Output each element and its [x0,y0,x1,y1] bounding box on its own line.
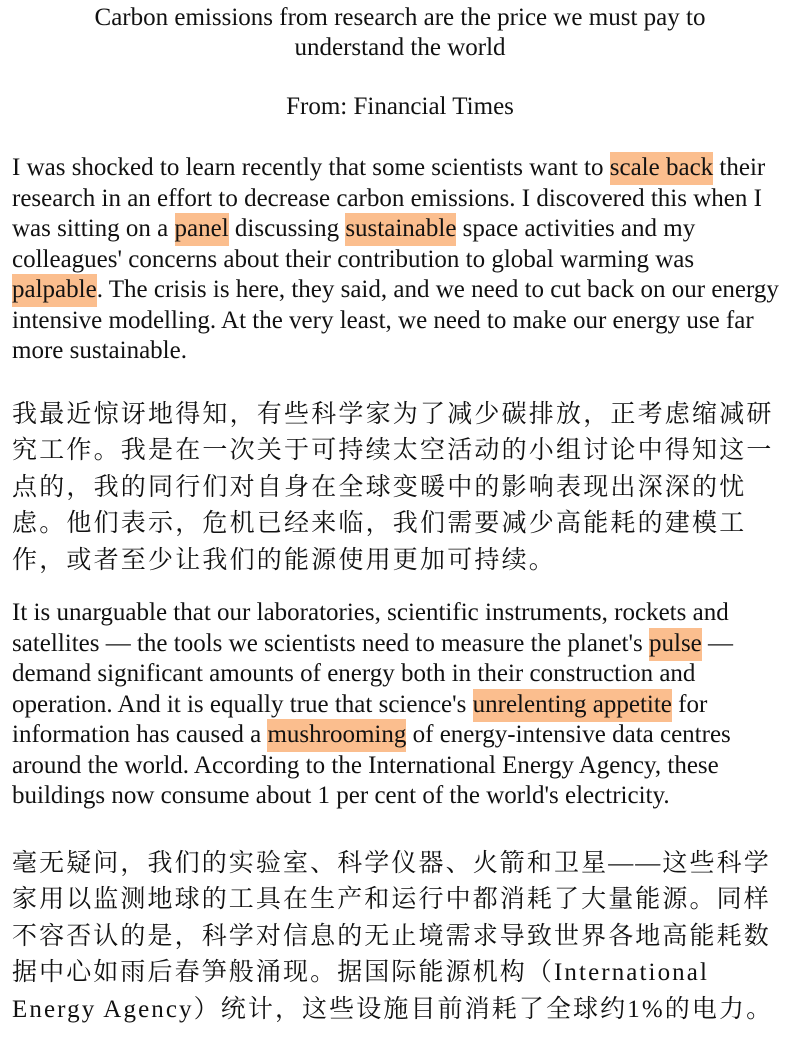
paragraph-zh-1: 我最近惊讶地得知，有些科学家为了减少碳排放，正考虑缩减研究工作。我是在一次关于可持续太空活动的小组讨论中得知这一点的，我的同行们对自身在全球变暖中的影响表现出深深的忧虑。他们表示，危机已经来临，我们需要减少高能耗的建模工作，或者至少让我们的能源使用更加可持续。 [12,400,774,574]
text-segment: I was shocked to learn recently that some scientists want to [12,154,610,181]
paragraph-en-2 [12,598,788,812]
highlighted-term: mushrooming [267,719,406,752]
article-source: From: Financial Times [286,93,514,120]
highlighted-term: scale back [610,152,713,185]
highlighted-term: panel [175,213,229,246]
text-segment: . The crisis is here, they said, and we need to cut back on our energy intensive modelling. At the very least, we need to make our energy use far more sustainable. [12,276,779,364]
paragraph-zh-2: 毫无疑问，我们的实验室、科学仪器、火箭和卫星——这些科学家用以监测地球的工具在生产和运行中都消耗了大量能源。同样不容否认的是，科学对信息的无止境需求导致世界各地高能耗数据中心如雨后春笋般涌现。据国际能源机构（International Energy Agency）统计，这些设施目前消耗了全球约1%的电力。 [12,849,774,1023]
text-segment: for information has caused a [12,690,708,748]
highlighted-term: unrelenting appetite [473,689,672,722]
text-segment: It is unarguable that our laboratories, scientific instruments, rockets and satellites — the tools we scientists need to measure the planet's [12,599,729,657]
text-segment: space activities and my colleagues' concerns about their contribution to global warming was [12,215,696,273]
highlighted-term: pulse [649,628,702,661]
text-segment: discussing [228,215,346,242]
article-title: Carbon emissions from research are the price we must pay to understand the world [94,4,706,61]
text-segment: of energy-intensive data centres around the world. According to the International Energy Agency, these buildings now consume about 1 per cent of the world's electricity. [12,721,731,809]
text-segment: — demand significant amounts of energy both in their construction and operation. And it is equally true that science's [12,629,734,718]
highlighted-term: sustainable [345,213,456,246]
highlighted-term: palpable [12,274,97,307]
text-segment: their research in an effort to decrease carbon emissions. I discovered this when I was sitting on a [12,154,766,242]
paragraph-en-1 [12,153,788,367]
article [0,3,800,1028]
